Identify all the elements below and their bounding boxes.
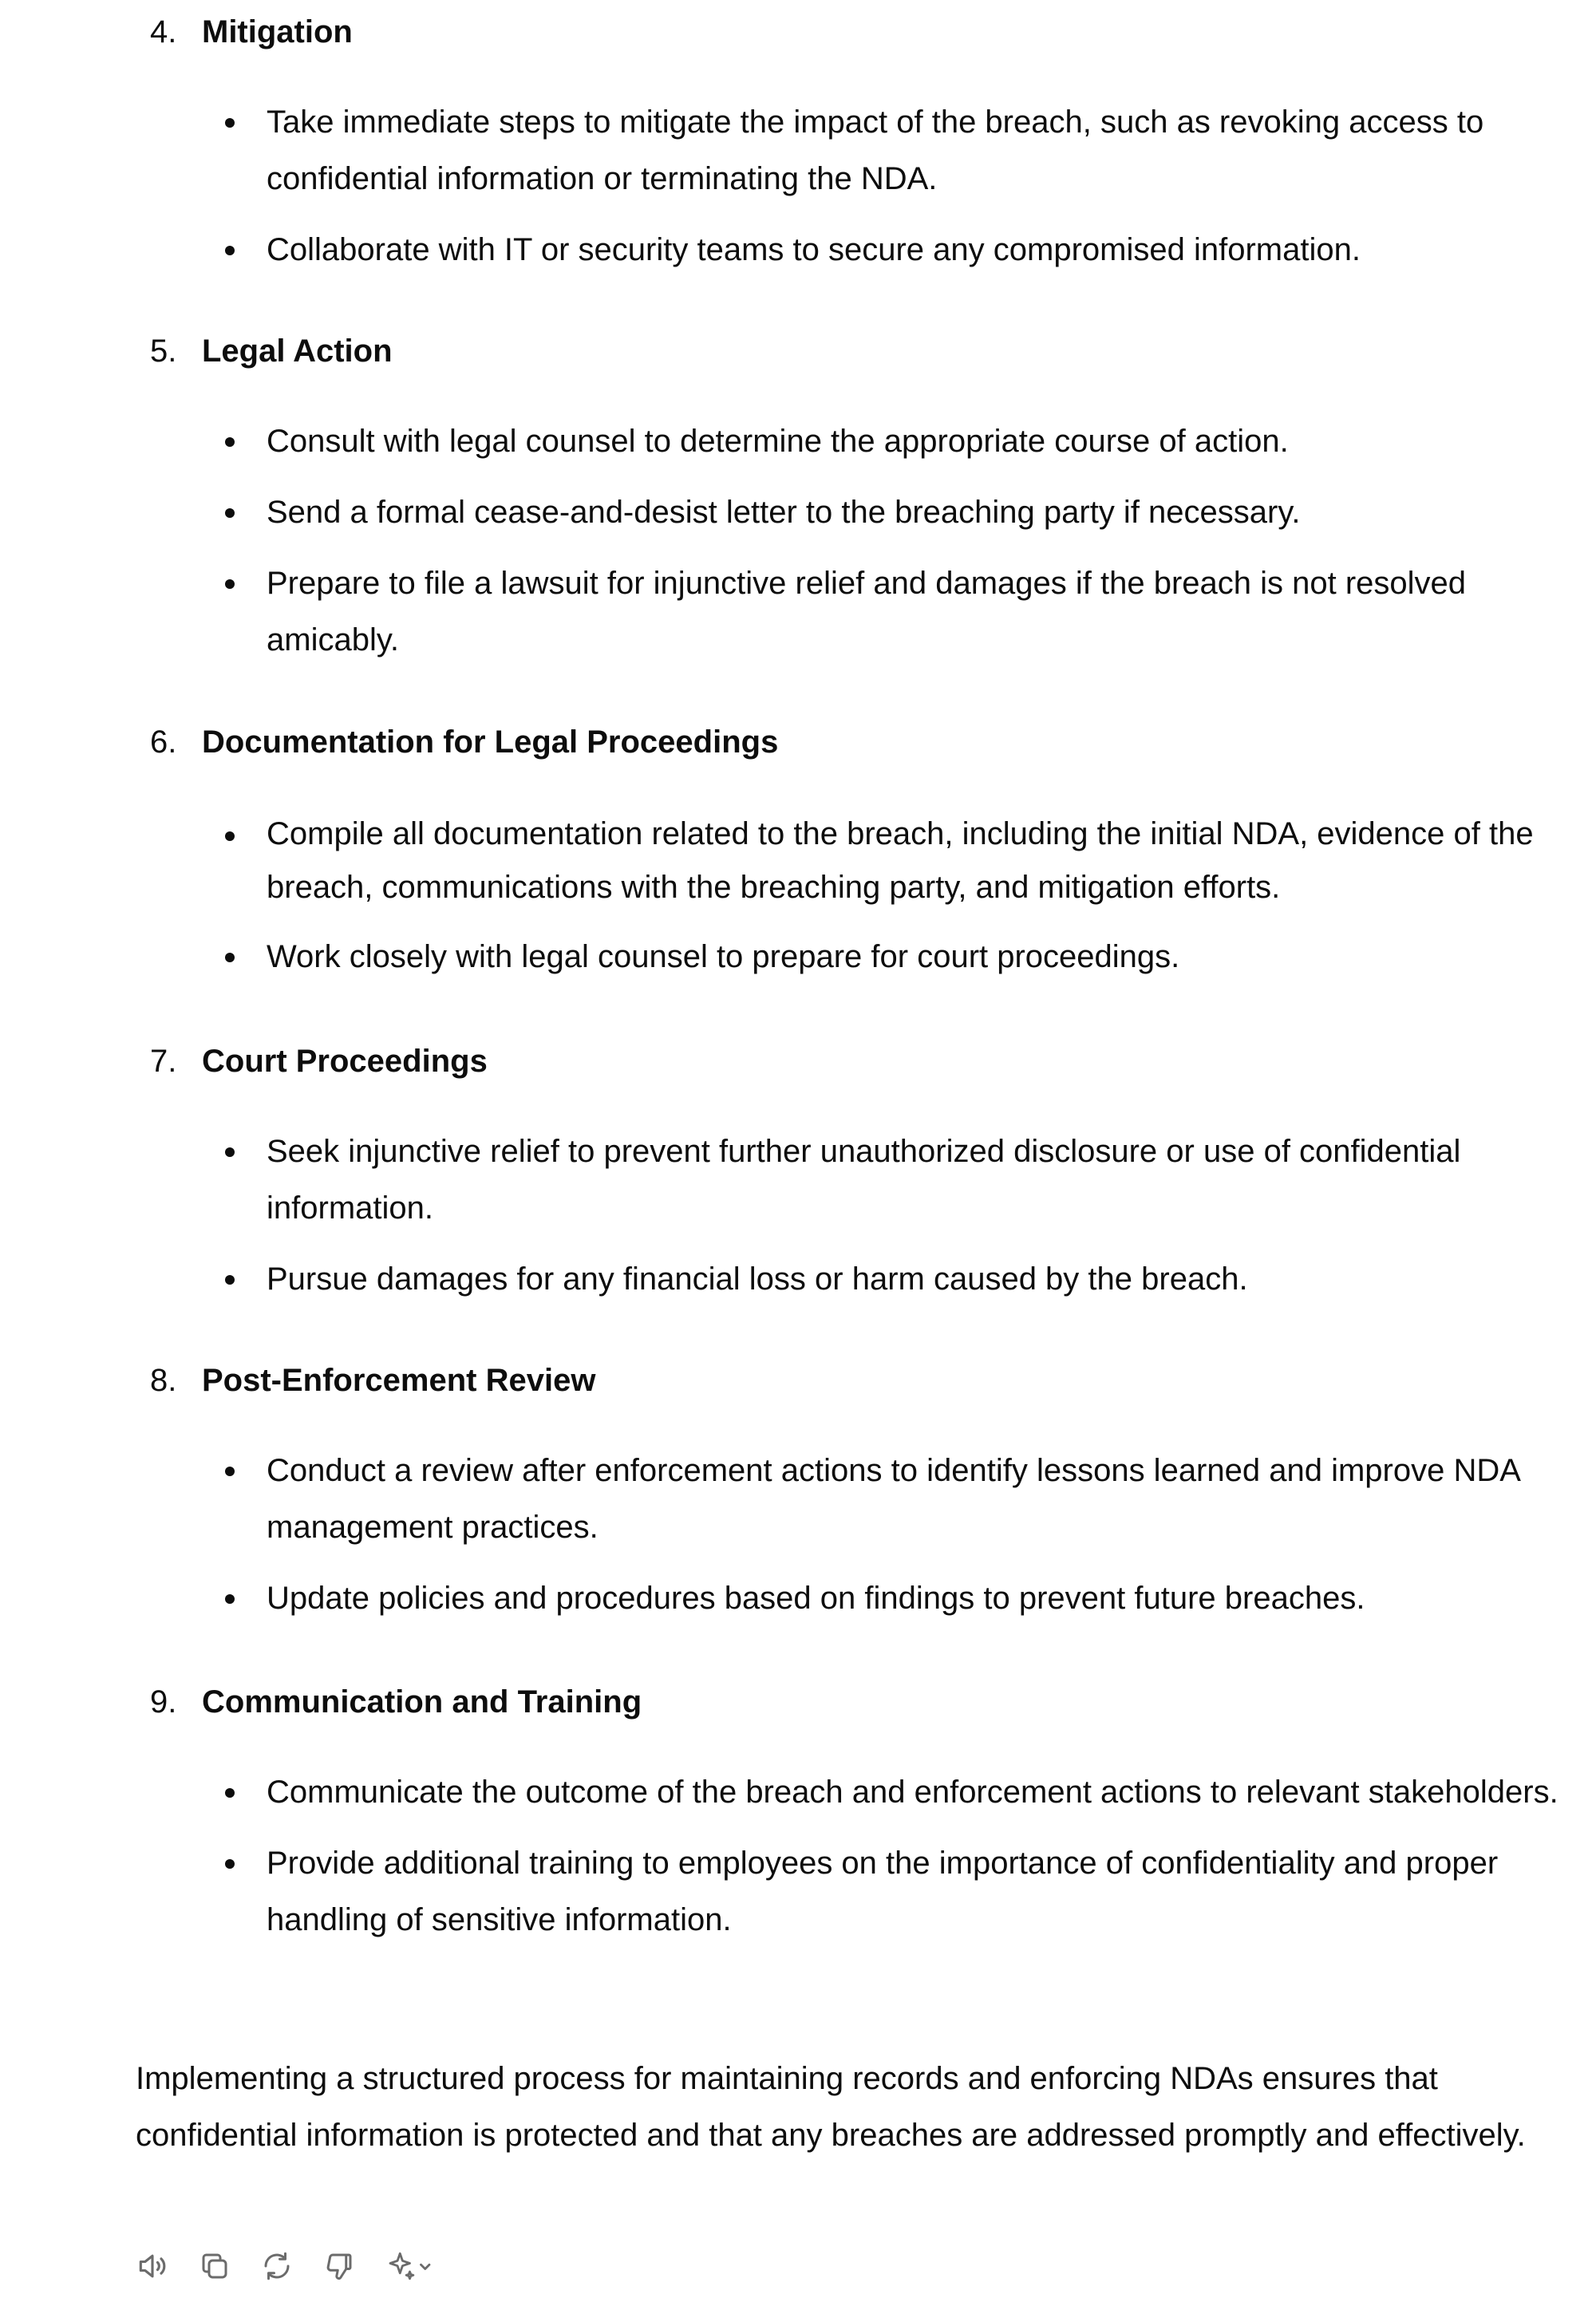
bullet-dot [225,831,235,841]
step-heading [136,710,1572,774]
step-number: 8. [150,1362,177,1398]
bullet-dot [225,1788,235,1798]
list-item-text: Consult with legal counsel to determine the appropriate course of action. [267,424,1289,459]
read-aloud-button[interactable] [132,2245,173,2287]
list-item [136,484,1588,541]
bullet-list [136,1123,1572,1308]
list-item-text: Take immediate steps to mitigate the impact of the breach, such as revoking access to confidential information or terminating the NDA. [267,105,1484,196]
bullet-list [136,94,1572,278]
list-item [136,807,1588,914]
bullet-dot [225,1275,235,1285]
bullet-dot [225,1147,235,1157]
step-item [136,1348,1572,1641]
step-heading [136,0,1572,64]
step-item [136,1029,1572,1322]
bullet-list [136,1443,1572,1627]
list-item [136,1835,1588,1949]
bullet-list [136,1764,1572,1949]
list-item-text: Compile all documentation related to the breach, including the initial NDA, evidence of the breach, communications with the breaching party, and mitigation efforts. [267,816,1534,905]
change-model-button[interactable] [381,2245,444,2287]
bullet-dot [225,246,235,255]
list-item [136,222,1588,278]
bullet-list [136,413,1572,669]
step-number: 5. [150,333,177,369]
bullet-dot [225,1467,235,1476]
bullet-dot [225,437,235,447]
step-heading [136,1348,1572,1412]
list-item-text: Send a formal cease-and-desist letter to the breaching party if necessary. [267,495,1301,530]
step-heading [136,1670,1572,1734]
bullet-dot [225,579,235,589]
step-title: Documentation for Legal Proceedings [202,724,779,760]
step-heading [136,1029,1572,1093]
list-item [136,929,1588,985]
bullet-dot [225,953,235,962]
list-item [136,555,1588,669]
list-item [136,413,1588,470]
bad-response-button[interactable] [318,2245,360,2287]
list-item-text: Provide additional training to employees on the importance of confidentiality and proper handling of sensitive information. [267,1846,1499,1937]
step-item [136,710,1572,1000]
step-title: Communication and Training [202,1684,642,1720]
bullet-dot [225,1594,235,1604]
copy-icon [198,2249,231,2283]
step-item [136,1670,1572,1963]
list-item-text: Conduct a review after enforcement actions to identify lessons learned and improve NDA management practices. [267,1453,1519,1545]
step-heading [136,319,1572,383]
list-item-text: Work closely with legal counsel to prepare for court proceedings. [267,939,1180,974]
thumbs-down-icon [322,2249,356,2283]
bullet-dot [225,508,235,518]
list-item [136,94,1588,207]
copy-button[interactable] [194,2245,235,2287]
sparkle-model-icon [385,2249,440,2283]
list-item-text: Seek injunctive relief to prevent further unauthorized disclosure or use of confidential information. [267,1134,1461,1226]
regenerate-button[interactable] [256,2245,298,2287]
list-item-text: Communicate the outcome of the breach and enforcement actions to relevant stakeholders. [267,1775,1558,1810]
list-item-text: Collaborate with IT or security teams to secure any compromised information. [267,232,1361,267]
regenerate-icon [260,2249,294,2283]
list-item-text: Pursue damages for any financial loss or harm caused by the breach. [267,1262,1248,1297]
step-title: Mitigation [202,14,353,49]
step-title: Court Proceedings [202,1043,488,1079]
step-title: Legal Action [202,333,393,369]
list-item [136,1443,1588,1556]
step-number: 4. [150,14,177,49]
message-action-bar [132,2244,444,2288]
read-aloud-icon [135,2249,170,2284]
list-item [136,1123,1588,1237]
list-item [136,1570,1588,1627]
step-number: 6. [150,724,177,760]
list-item-text: Update policies and procedures based on findings to prevent future breaches. [267,1581,1365,1616]
step-item [136,0,1572,293]
step-item [136,319,1572,683]
list-item-text: Prepare to file a lawsuit for injunctive relief and damages if the breach is not resolved amicably. [267,566,1467,657]
step-number: 7. [150,1043,177,1079]
list-item [136,1251,1588,1308]
bullet-dot [225,1859,235,1869]
bullet-dot [225,118,235,128]
step-title: Post-Enforcement Review [202,1362,596,1398]
list-item [136,1764,1588,1821]
conclusion-paragraph: Implementing a structured process for maintaining records and enforcing NDAs ensures that confidential information is protected and that any breaches are addressed promptly and effectively. [136,2061,1526,2153]
bullet-list [136,807,1572,985]
step-number: 9. [150,1684,177,1720]
